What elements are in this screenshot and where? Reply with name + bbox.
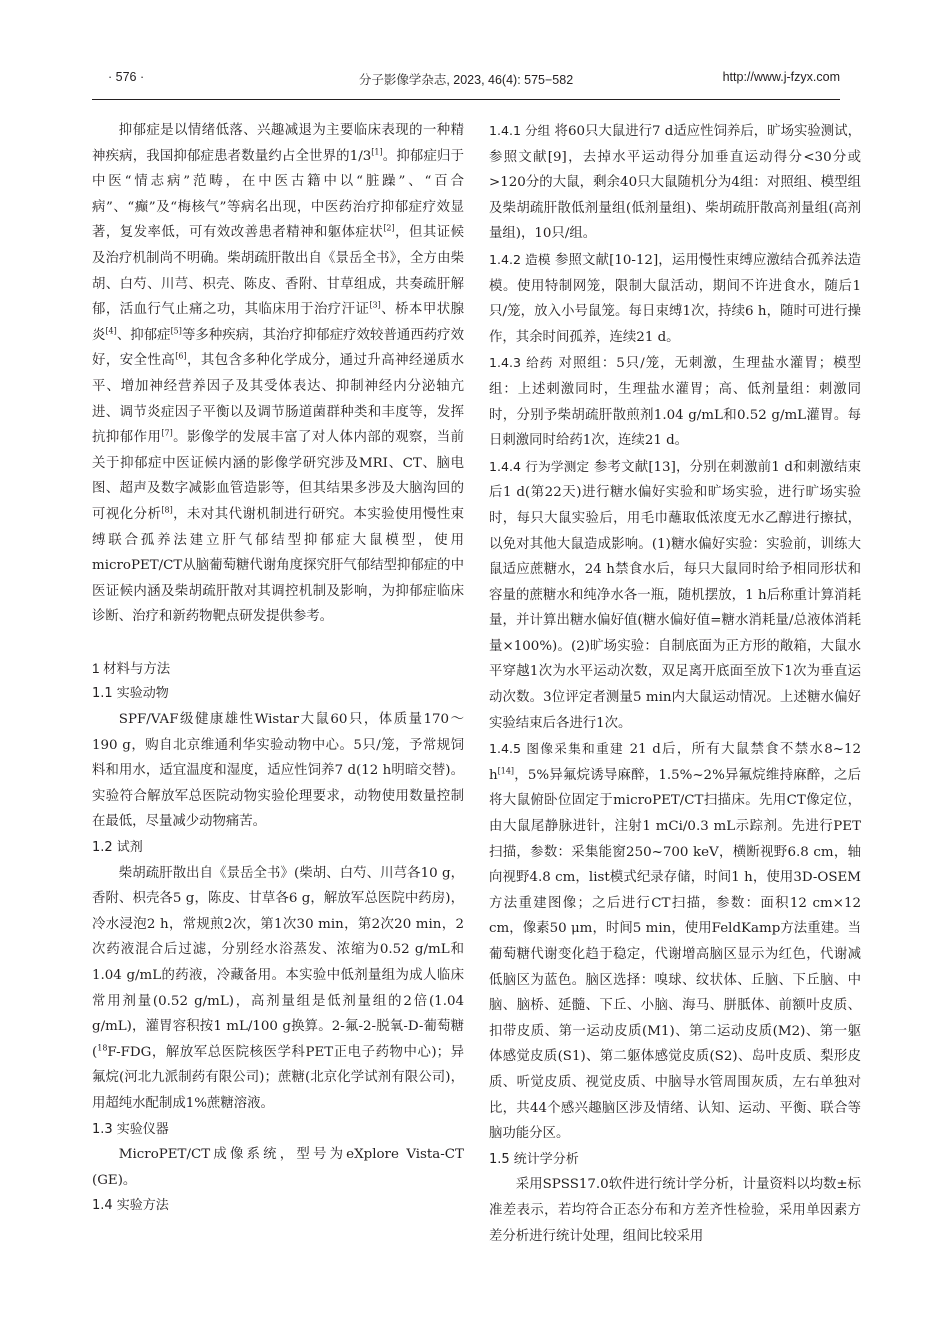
intro-paragraph	[92, 118, 464, 630]
citation-ref: [14]	[497, 766, 515, 776]
dosing-paragraph	[489, 350, 861, 453]
intro-text: ，其包含多种化学成分，通过升高神经递质水平、增加神经营养因子及其受体表达、抑制神经内分泌轴亢进、调节炎症因子平衡以及调节肠道菌群种类和丰度等，发挥抗抑郁作用	[92, 353, 465, 446]
animals-paragraph: SPF/VAF级健康雄性Wistar大鼠60只，体质量170～190 g，购自北京维通利华实验动物中心。5只/笼，予常规饲料和用水，适宜温度和湿度，适应性饲养7 d(12 h明暗交替)。实验符合解放军总医院动物实验伦理要求，动物使用数量控制在最低，尽量减少动物痛苦。	[92, 712, 464, 830]
subsection-heading-animals: 1.1 实验动物	[92, 686, 169, 702]
reagents-text: 柴胡疏肝散出自《景岳全书》(柴胡、白芍、川芎各10 g，香附、枳壳各5 g，陈皮、甘草各6 g，解放军总医院中药房)，冷水浸泡2 h，常规煎2次，第1次30 min，第2次20 min，2次药液混合后过滤，分别经水浴蒸发、浓缩为0.52 g/mL和1.04 g/mL的药液，冷藏备用。本实验中低剂量组为成人临床常用剂量(0.52 g/mL)，高剂量组是低剂量组的2倍(1.04 g/mL)，灌胃容积按1 mL/100 g换算。2-氟-2-脱氧-D-葡萄糖(	[92, 865, 464, 1060]
instruments-paragraph: MicroPET/CT成像系统，型号为eXplore Vista-CT (GE)。	[92, 1147, 464, 1188]
intro-text: 、桥本甲状腺炎	[92, 302, 465, 343]
header-rule	[92, 99, 840, 100]
imaging-text: ，5%异氟烷诱导麻醉，1.5%~2%异氟烷维持麻醉，之后将大鼠俯卧位固定于microPET/CT扫描床。先用CT像定位，由大鼠尾静脉进针，注射1 mCi/0.3 mL示踪剂。先进行PET扫描，参数：采集能窗250~700 keV，横断视野6.8 cm，轴向视野4.8 cm，list模式纪录存储，时间1 h，使用3D-OSEM方法重建图像；之后进行CT扫描，参数：面积12 cm×12 cm，像素50 μm，时间5 min，使用FeldKamp方法重建。当葡萄糖代谢变化趋于稳定，代谢增高脑区显示为红色，代谢减低脑区为蓝色。脑区选择：嗅球、纹状体、丘脑、下丘脑、中脑、脑桥、延髓、下丘、小脑、海马、胼胝体、前额叶皮质、扣带皮质、第一运动皮质(M1)、第二运动皮质(M2)、第一躯体感觉皮质(S1)、第二躯体感觉皮质(S2)、岛叶皮质、梨形皮质、听觉皮质、视觉皮质、中脑导水管周围灰质，左右单独对比，共44个感兴趣脑区涉及情绪、认知、运动、平衡、联合等脑功能分区。	[489, 767, 861, 1142]
isotope-superscript: 18	[97, 1043, 108, 1053]
subsection-heading-instruments: 1.3 实验仪器	[92, 1121, 169, 1137]
intro-text: 。影像学的发展丰富了对人体内部的观察，当前关于抑郁症中医证候内涵的影像学研究涉及MRI、CT、脑电图、超声及数字减影血管造影等，但其结果多涉及大脑沟回的可视化分析	[92, 430, 465, 522]
page-number: · 576 ·	[108, 70, 145, 84]
dosing-text: 对照组：5只/笼，无刺激，生理盐水灌胃；模型组：上述刺激同时，生理盐水灌胃；高、低剂量组：刺激同时，分别予柴胡疏肝散煎剂1.04 g/mL和0.52 g/mL灌胃。每日刺激同时给药1次，连续21 d。	[489, 356, 861, 449]
journal-url: http://www.j-fzyx.com	[722, 70, 840, 84]
reagents-paragraph	[92, 861, 464, 1117]
modeling-paragraph	[489, 247, 861, 350]
behavior-paragraph	[489, 454, 861, 737]
intro-text: 抑郁症是以情绪低落、兴趣减退为主要临床表现的一种精神疾病，我国抑郁症患者数量约占全世界的1/3	[92, 123, 464, 164]
grouping-heading: 1.4.1 分组	[489, 123, 551, 138]
citation-ref: [7]	[161, 428, 173, 438]
intro-text: 。抑郁症归于中医“情志病”范畴，在中医古籍中以“脏躁”、“百合病”、“癫”及“梅核气”等病名出现，中医药治疗抑郁症疗效显著，复发率低，可有效改善患者精神和躯体症状	[92, 148, 464, 241]
grouping-paragraph	[489, 118, 861, 247]
statistics-paragraph: 采用SPSS17.0软件进行统计学分析，计量资料以均数±标准差表示，若均符合正态分布和方差齐性检验，采用单因素方差分析进行统计处理，组间比较采用	[489, 1177, 861, 1244]
imaging-text: 21 d后，所有大鼠禁食不禁水8~12 h	[489, 742, 861, 783]
journal-citation: 分子影像学杂志, 2023, 46(4): 575−582	[358, 73, 574, 87]
imaging-heading: 1.4.5 图像采集和重建	[489, 741, 624, 757]
section-heading-methods: 1 材料与方法	[92, 660, 171, 676]
intro-text: 、抑郁症	[116, 327, 171, 343]
behavior-text: 参考文献[13]，分别在刺激前1 d和刺激结束后1 d(第22天)进行糖水偏好实验和旷场实验，进行旷场实验时，每只大鼠实验后，用毛巾蘸取低浓度无水乙醇进行擦拭，以免对其他大鼠造成影响。(1)糖水偏好实验：实验前，训练大鼠适应蔗糖水，24 h禁食水后，每只大鼠同时给予相同形状和容量的蔗糖水和纯净水各一瓶，随机摆放，1 h后称重计算消耗量，并计算出糖水偏好值(糖水偏好值=糖水消耗量/总液体消耗量×100%)。(2)旷场实验：自制底面为正方形的敞箱，大鼠水平穿越1次为水平运动次数，双足离开底面至放下1次为垂直运动次数。3位评定者测量5 min内大鼠运动情况。上述糖水偏好实验结束后各进行1次。	[489, 459, 861, 731]
subsection-heading-methods: 1.4 实验方法	[92, 1198, 169, 1214]
imaging-paragraph	[489, 736, 861, 1147]
intro-text: 等多种疾病，其治疗抑郁症疗效较普通西药疗效好，安全性高	[92, 327, 465, 369]
grouping-text: 将60只大鼠进行7 d适应性饲养后，旷场实验测试，参照文献[9]，去掉水平运动得分加垂直运动得分<30分或>120分的大鼠，剩余40只大鼠随机分为4组：对照组、模型组及柴胡疏肝散低剂量组(低剂量组)、柴胡疏肝散高剂量组(高剂量组)，10只/组。	[489, 124, 861, 242]
citation-ref: [1]	[371, 147, 383, 157]
citation-ref: [8]	[161, 505, 173, 515]
modeling-text: 参照文献[10-12]，运用慢性束缚应激结合孤养法造模。使用特制网笼，限制大鼠活动，期间不许进食水，随后1只/笼，放入小号鼠笼。每日束缚1次，持续6 h，随时可进行操作，其余时间孤养，连续21 d。	[489, 252, 861, 345]
intro-text: ，未对其代谢机制进行研究。本实验使用慢性束缚联合孤养法建立肝气郁结型抑郁症大鼠模型，使用microPET/CT从脑葡萄糖代谢角度探究肝气郁结型抑郁症的中医证候内涵及柴胡疏肝散对其调控机制及影响，为抑郁症临床诊断、治疗和新药物靶点研发提供参考。	[92, 506, 465, 625]
citation-ref: [6]	[175, 351, 187, 361]
subsection-heading-statistics: 1.5 统计学分析	[489, 1151, 579, 1167]
dosing-heading: 1.4.3 给药	[489, 355, 554, 371]
intro-text: ，但其证候及治疗机制尚不明确。柴胡疏肝散出自《景岳全书》，全方由柴胡、白芍、川芎、枳壳、陈皮、香附、甘草组成，共奏疏肝解郁，活血行气止痛之功，其临床用于治疗汗证	[92, 225, 465, 318]
modeling-heading: 1.4.2 造模	[489, 251, 551, 267]
page-header	[92, 70, 840, 92]
citation-ref: [3]	[369, 300, 381, 310]
behavior-heading: 1.4.4 行为学测定	[489, 458, 590, 474]
reagents-text: F-FDG，解放军总医院核医学科PET正电子药物中心)；异氟烷(河北九派制药有限公司)；蔗糖(北京化学试剂有限公司)，用超纯水配制成1%蔗糖溶液。	[92, 1044, 464, 1111]
right-column	[489, 118, 861, 1249]
left-column	[92, 118, 464, 1219]
subsection-heading-reagents: 1.2 试剂	[92, 840, 143, 856]
citation-ref: [4]	[105, 326, 117, 336]
citation-ref: [2]	[383, 223, 395, 233]
citation-ref: [5]	[170, 326, 182, 336]
